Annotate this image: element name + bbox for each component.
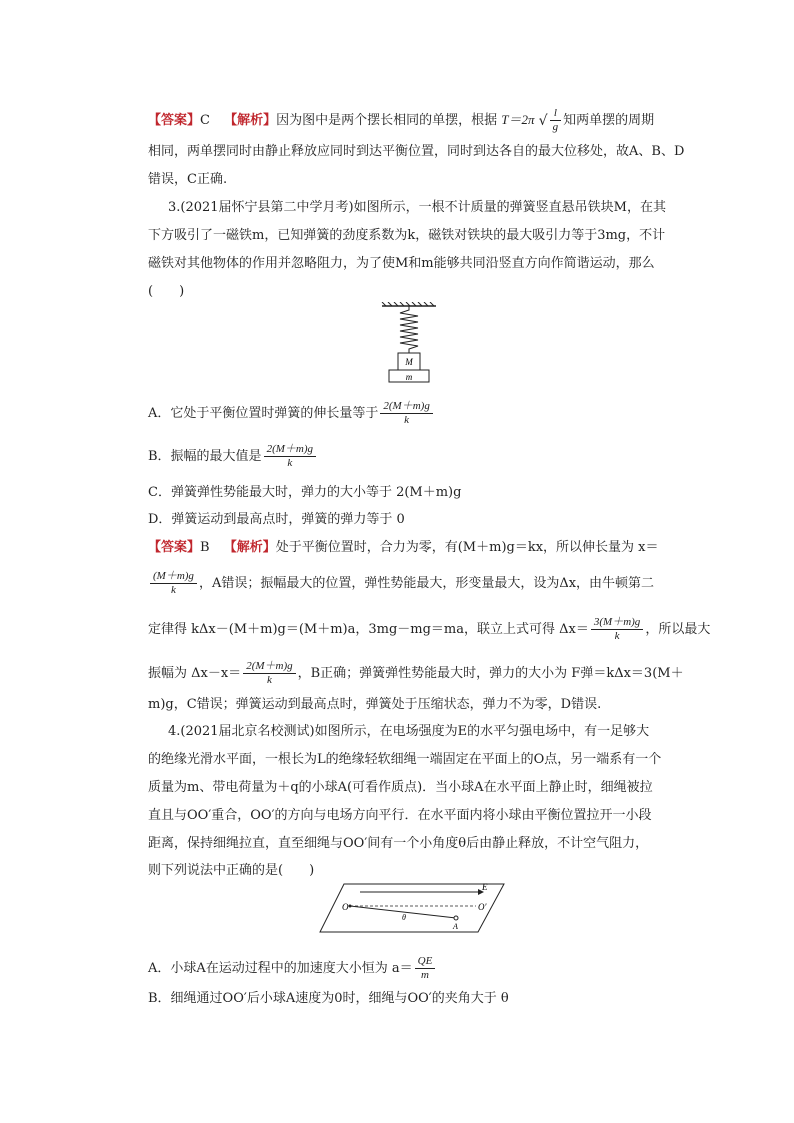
q4-stem-line-4: 直且与OO′重合，OO′的方向与电场方向平行．在水平面内将小球由平衡位置拉开一小段 xyxy=(148,808,652,823)
period-formula: T＝2π xyxy=(501,112,535,127)
q3-stem-line-2: 下方吸引了一磁铁m，已知弹簧的劲度系数为k，磁铁对铁块的最大吸引力等于3mg，不计 xyxy=(148,228,666,243)
electric-field-figure xyxy=(318,880,508,936)
q3-option-a: A．它处于平衡位置时弹簧的伸长量等于 $\frac{2(M+m)g}{k}$ xyxy=(148,400,435,427)
label-A: A xyxy=(453,922,458,931)
q4-stem-line-1: 4.(2021届北京名校测试)如图所示，在电场强度为E的水平匀强电场中，有一足够大 xyxy=(168,724,650,739)
spring-figure xyxy=(380,302,440,388)
label-m: m xyxy=(405,372,413,382)
q4-stem-line-5: 距离，保持细绳拉直，直至细绳与OO′间有一个小角度θ后由静止释放，不计空气阻力， xyxy=(148,836,649,851)
sqrt-sign: √ xyxy=(538,112,548,129)
q3-stem-line-1: 3.(2021届怀宁县第二中学月考)如图所示，一根不计质量的弹簧竖直悬吊铁块M，在其 xyxy=(168,200,666,215)
q3-stem-line-4: ( ) xyxy=(148,284,185,299)
q2-answer-line-2: 相同，两单摆同时由静止释放应同时到达平衡位置，同时到达各自的最大位移处，故A、B、D xyxy=(148,144,685,159)
q3-stem-line-3: 磁铁对其他物体的作用并忽略阻力，为了使M和m能够共同沿竖直方向作简谐运动，那么 xyxy=(148,256,655,271)
q3-solution-line-3: 定律得 kΔx－(M＋m)g＝(M＋m)a，3mg－mg＝ma，联立上式可得 Δx＝ $\frac{3(M+m)g}{k}$ ，所以最大 xyxy=(148,616,711,642)
q4-stem-line-2: 的绝缘光滑水平面，一根长为L的绝缘轻软细绳一端固定在平面上的O点，另一端系有一个 xyxy=(148,752,662,767)
fraction: $\frac{3(M+m)g}{k}$ xyxy=(591,616,643,643)
q4-stem-line-3: 质量为m、带电荷量为＋q的小球A(可看作质点)．当小球A在水平面上静止时，细绳被拉 xyxy=(148,780,653,795)
fraction: $\frac{2(M+m)g}{k}$ xyxy=(264,443,316,470)
q3-solution-line-2: $\frac{(M+m)g}{k}$ ，A错误；振幅最大的位置，弹性势能最大，形变量最大，设为Δx，由牛顿第二 xyxy=(148,570,654,597)
analysis-text: 因为图中是两个摆长相同的单摆，根据 xyxy=(276,113,498,128)
sqrt-fraction: $\frac{l}{g}$ xyxy=(550,107,562,134)
q3-solution-line-1: 【答案】B 【解析】处于平衡位置时，合力为零，有(M＋m)g＝kx，所以伸长量为 x＝ xyxy=(148,540,659,555)
analysis-tag: 【解析】 xyxy=(223,540,276,555)
q3-solution-line-4: 振幅为 Δx－x＝ $\frac{2(M+m)g}{k}$ ，B正确；弹簧弹性势能最大时，弹力的大小为 F弹＝kΔx＝3(M＋ xyxy=(148,660,684,686)
answer-letter: B xyxy=(200,540,210,555)
fraction: $\frac{QE}{m}$ xyxy=(415,955,436,982)
q4-stem-line-6: 则下列说法中正确的是( ) xyxy=(148,863,315,878)
answer-tag: 【答案】 xyxy=(148,540,201,555)
analysis-text-2: 知两单摆的周期 xyxy=(563,113,655,128)
q3-solution-line-5: m)g，C错误；弹簧运动到最高点时，弹簧处于压缩状态，弹力不为零，D错误. xyxy=(148,697,602,712)
label-M: M xyxy=(405,357,413,367)
q3-option-b: B．振幅的最大值是 $\frac{2(M+m)g}{k}$ xyxy=(148,443,318,470)
answer-tag: 【答案】 xyxy=(148,113,201,128)
label-O-prime: O′ xyxy=(478,902,487,912)
fraction: $\frac{2(M+m)g}{k}$ xyxy=(380,400,432,427)
answer-letter: C xyxy=(200,113,210,128)
q4-option-a: A．小球A在运动过程中的加速度大小恒为 a＝ $\frac{QE}{m}$ xyxy=(148,955,437,982)
fraction: $\frac{2(M+m)g}{k}$ xyxy=(243,660,295,687)
q3-option-c: C．弹簧弹性势能最大时，弹力的大小等于 2(M＋m)g xyxy=(148,485,462,500)
q3-option-d: D．弹簧运动到最高点时，弹簧的弹力等于 0 xyxy=(148,512,405,527)
analysis-tag: 【解析】 xyxy=(224,113,277,128)
label-E: E xyxy=(482,882,488,892)
label-O: O xyxy=(342,902,349,912)
q4-option-b: B．细绳通过OO′后小球A速度为0时，细绳与OO′的夹角大于 θ xyxy=(148,991,509,1006)
q2-answer-line-3: 错误，C正确. xyxy=(148,172,228,187)
fraction: $\frac{(M+m)g}{k}$ xyxy=(150,570,197,597)
label-theta: θ xyxy=(402,913,406,922)
q2-answer-line-1 xyxy=(148,107,654,134)
